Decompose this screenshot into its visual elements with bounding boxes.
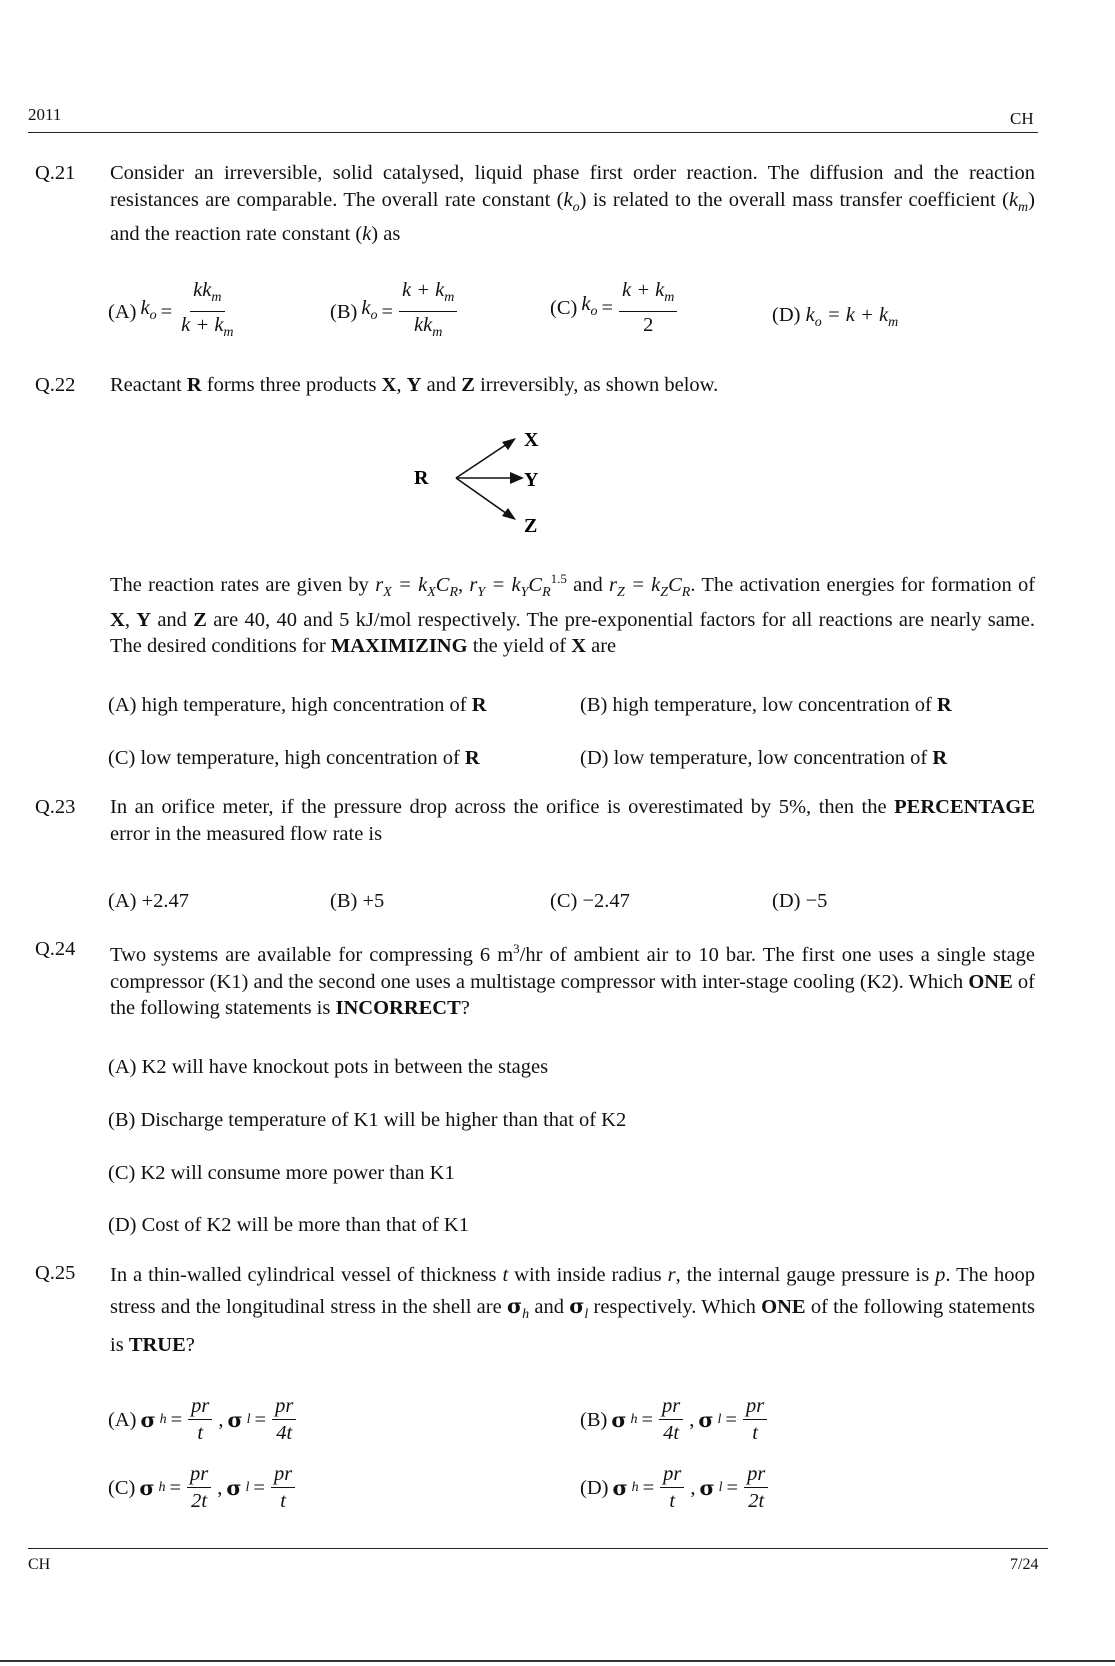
- q22-intro: Reactant R forms three products X, Y and Z irreversibly, as shown below.: [110, 374, 719, 396]
- reactant-r-label: R: [414, 467, 429, 489]
- q24-text: Two systems are available for compressing 6 $m^3/hr$ of ambient air to 10 bar. The first one uses a single stage compressor (K1) and the second one uses a multistage compressor with inter-stage cooling (K2). Which ONE of the following statements is INCORRECT?: [110, 941, 1036, 1019]
- q21-option-b: (B) $k_o$ = $\frac{k + k_m}{kk_m}$: [330, 278, 459, 345]
- q23-option-b: (B) +5: [330, 890, 385, 912]
- q24-number: Q.24: [35, 938, 76, 960]
- q21-option-c: (C) $k_o$ = $\frac{k + k_m}{2}$: [550, 278, 679, 337]
- q23-text: In an orifice meter, if the pressure drop across the orifice is overestimated by 5%, then the PERCENTAGE error in the measured flow rate is: [110, 796, 1035, 845]
- q24-option-a: (A) K2 will have knockout pots in between the stages: [108, 1056, 549, 1078]
- footer-code: CH: [28, 1556, 51, 1573]
- q21-option-d: (D) $k_o = k + k_m$: [772, 304, 899, 330]
- q25-number: Q.25: [35, 1262, 76, 1284]
- product-z-label: Z: [524, 515, 538, 537]
- footer-page-number: 7/24: [1010, 1556, 1039, 1573]
- q25-option-a: (A) σ h = $\frac{pr}{t}$ , σ l = $\frac{pr}{4t}$: [108, 1394, 298, 1445]
- q23-option-a: (A) +2.47: [108, 890, 190, 912]
- q24-option-b: (B) Discharge temperature of K1 will be higher than that of K2: [108, 1109, 627, 1131]
- q22-option-d: (D) low temperature, low concentration of R: [580, 747, 948, 769]
- q24-option-c: (C) K2 will consume more power than K1: [108, 1162, 455, 1184]
- q24-option-d: (D) Cost of K2 will be more than that of K1: [108, 1214, 469, 1236]
- product-y-label: Y: [524, 469, 539, 491]
- q23-option-d: (D) −5: [772, 890, 828, 912]
- q22-body: The reaction rates are given by $r_X = k_XC_R$, $r_Y = k_YC_R^{1.5}$ and $r_Z = k_ZC_R$. The activation energies for formation of X, Y and Z are 40, 40 and 5 kJ/mol respectively. The pre-exponential factors for all reactions are nearly same. The desired conditions for MAXIMIZING the yield of X are: [110, 571, 1036, 657]
- q21-text: Consider an irreversible, solid catalysed, liquid phase first order reaction. The diffusion and the reaction resistances are comparable. The overall rate constant $(k_o)$ is related to the overall mass transfer coefficient $(k_m)$ and the reaction rate constant (k) as: [110, 162, 1035, 245]
- q25-text: In a thin-walled cylindrical vessel of thickness t with inside radius r, the internal gauge pressure is p. The hoop stress and the longitudinal stress in the shell are $\sigma_h$ and $\sigma_l$ respectively. Which ONE of the following statements is TRUE?: [110, 1264, 1036, 1356]
- product-x-label: X: [524, 429, 539, 451]
- q22-option-c: (C) low temperature, high concentration of R: [108, 747, 480, 769]
- arrow-to-z: [456, 478, 510, 516]
- arrowhead-z-icon: [502, 508, 516, 520]
- q23-number: Q.23: [35, 796, 76, 818]
- q21-option-a: (A) $k_o$ = $\frac{kk_m}{k + k_m}$: [108, 279, 234, 340]
- footer-rule: [28, 1548, 1048, 1549]
- reaction-diagram: [400, 420, 560, 540]
- page-bottom-edge: [0, 1660, 1115, 1662]
- arrow-to-x: [456, 442, 510, 478]
- q25-option-c: (C) σ h = $\frac{pr}{2t}$ , σ l = $\frac{pr}{t}$: [108, 1462, 297, 1513]
- q22-option-b: (B) high temperature, low concentration of R: [580, 694, 952, 716]
- arrowhead-y-icon: [510, 472, 524, 484]
- q23-option-c: (C) −2.47: [550, 890, 630, 912]
- header-code: CH: [1010, 109, 1034, 128]
- q21-number: Q.21: [35, 162, 76, 184]
- q25-option-b: (B) σ h = $\frac{pr}{4t}$ , σ l = $\frac{pr}{t}$: [580, 1394, 769, 1445]
- q22-option-a: (A) high temperature, high concentration of R: [108, 694, 487, 716]
- header-year: 2011: [28, 105, 62, 124]
- q22-number: Q.22: [35, 374, 76, 396]
- header-rule: [28, 132, 1038, 133]
- arrowhead-x-icon: [502, 438, 516, 450]
- q25-option-d: (D) σ h = $\frac{pr}{t}$ , σ l = $\frac{pr}{2t}$: [580, 1462, 770, 1513]
